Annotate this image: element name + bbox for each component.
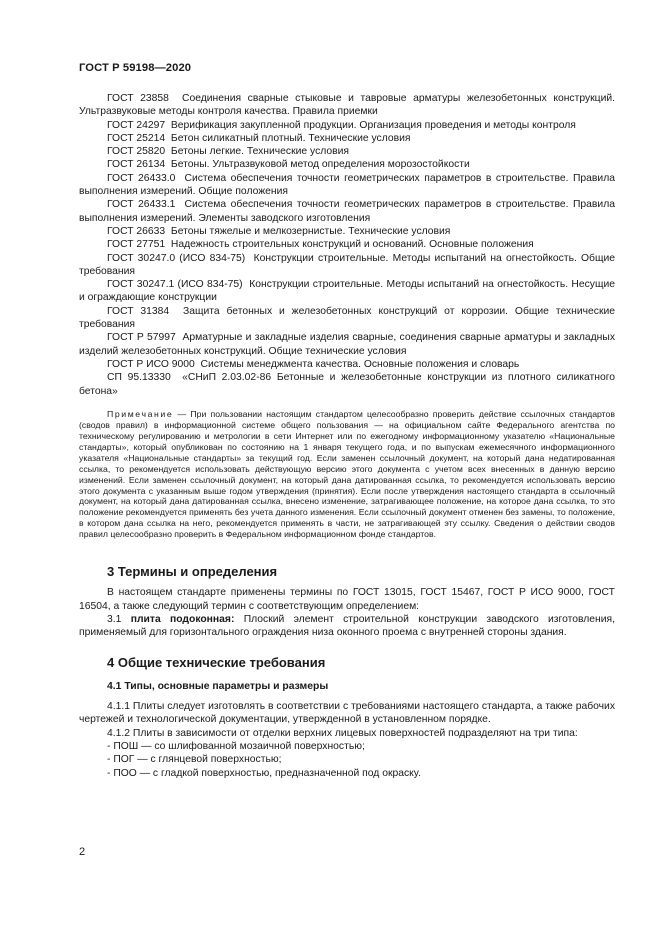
reference-item: ГОСТ 31384 Защита бетонных и железобетонных конструкций от коррозии. Общие технические требования [79, 305, 616, 331]
reference-item: ГОСТ 30247.1 (ИСО 834-75) Конструкции строительные. Методы испытаний на огнестойкость. Несущие и ограждающие конструкции [79, 279, 616, 304]
reference-item: ГОСТ 23858 Соединения сварные стыковые и тавровые арматуры железобетонных конструкций. Ультразвуковые методы контроля качества. Правила приемки [79, 93, 616, 118]
list-item: - ПОГ — с глянцевой поверхностью; [107, 754, 282, 766]
note-paragraph [79, 409, 615, 540]
reference-item: ГОСТ 26433.0 Система обеспечения точности геометрических параметров в строительстве. Правила выполнения измерений. Общие положения [79, 172, 615, 198]
section-3-intro: В настоящем стандарте применены термины по ГОСТ 13015, ГОСТ 15467, ГОСТ Р ИСО 9000, ГОСТ 16504, а также следующий термин с соответствующим определением: [79, 587, 615, 612]
page-number: 2 [79, 846, 86, 858]
reference-item: ГОСТ 24297 Верификация закупленной продукции. Организация проведения и методы контроля [107, 119, 576, 131]
list-item: - ПОО — с гладкой поверхностью, предназначенной под окраску. [107, 767, 421, 779]
reference-item: ГОСТ 30247.0 (ИСО 834-75) Конструкции строительные. Методы испытаний на огнестойкость. Общие требования [79, 252, 616, 277]
paragraph-4-1-2: 4.1.2 Плиты в зависимости от отделки верхних лицевых поверхностей подразделяют на три типа: [107, 727, 578, 739]
reference-item: ГОСТ 27751 Надежность строительных конструкций и оснований. Основные положения [107, 239, 534, 251]
subsection-4-1-heading: 4.1 Типы, основные параметры и размеры [107, 680, 329, 692]
paragraph-4-1-1: 4.1.1 Плиты следует изготовлять в соответствии с требованиями настоящего стандарта, а также рабочих чертежей и технологической документации, утвержденной в установленном порядке. [79, 701, 615, 726]
section-3-heading: 3 Термины и определения [107, 563, 278, 579]
list-item: - ПОШ — со шлифованной мозаичной поверхностью; [107, 740, 365, 752]
types-list [79, 740, 615, 780]
reference-item: ГОСТ 26134 Бетоны. Ультразвуковой метод определения морозостойкости [107, 159, 470, 171]
reference-item: ГОСТ Р 57997 Арматурные и закладные изделия сварные, соединения сварные арматуры и закладных изделий железобетонных конструкций. Общие технические условия [79, 332, 616, 357]
reference-list [79, 92, 615, 398]
reference-item: ГОСТ 25214 Бетон силикатный плотный. Технические условия [107, 132, 411, 144]
section-4-heading: 4 Общие технические требования [107, 655, 326, 671]
document-header: ГОСТ Р 59198—2020 [79, 62, 192, 74]
term-name: плита подоконная: [130, 613, 235, 625]
reference-item: ГОСТ 26433.1 Система обеспечения точности геометрических параметров в строительстве. Правила выполнения измерений. Элементы заводского изготовления [79, 199, 615, 224]
term-definition: 3.1 плита подоконная: Плоский элемент строительной конструкции заводского изготовления, применяемый для горизонтального ограждения низа оконного проема с внутренней стороны здания. [79, 613, 615, 639]
reference-item: СП 95.13330 «СНиП 2.03.02-86 Бетонные и железобетонные конструкции из плотного силикатного бетона» [79, 372, 615, 397]
reference-item: ГОСТ 26633 Бетоны тяжелые и мелкозернистые. Технические условия [107, 225, 451, 237]
note-label: Примечание [107, 408, 174, 419]
reference-item: ГОСТ 25820 Бетоны легкие. Технические условия [107, 146, 350, 158]
document-body [79, 92, 615, 780]
reference-item: ГОСТ Р ИСО 9000 Системы менеджмента качества. Основные положения и словарь [107, 358, 520, 370]
note-text: — При пользовании настоящим стандартом целесообразно проверить действие ссылочных стандартов (сводов правил) в информационной системе общего пользования — на официальном сайте Федерального агентства по техническому регулированию и метрологии в сети Интернет или по ежегодному информационному указателю «Национальные стандарты», который опубликован по состоянию на 1 января текущего года, и по выпускам ежемесячного информационного указателя «Национальные стандарты» за текущий год. Если заменен ссылочный документ, на который дана недатированная ссылка, то рекомендуется использовать действующую версию этого документа с учетом всех внесенных в данную версию изменений. Если заменен ссылочный документ, на который дана датированная ссылка, то рекомендуется использовать версию этого документа с указанным выше годом утверждения (принятия). Если после утверждения настоящего стандарта в ссылочный документ, на который дана датированная ссылка, внесено изменение, затрагивающее положение, на которое дана ссылка, то это положение рекомендуется применять без учета данного изменения. Если ссылочный документ отменен без замены, то положение, в котором дана ссылка на него, рекомендуется применять в части, не затрагивающей эту ссылку. Сведения о действии сводов правил целесообразно проверить в Федеральном информационном фонде стандартов. [79, 408, 616, 540]
